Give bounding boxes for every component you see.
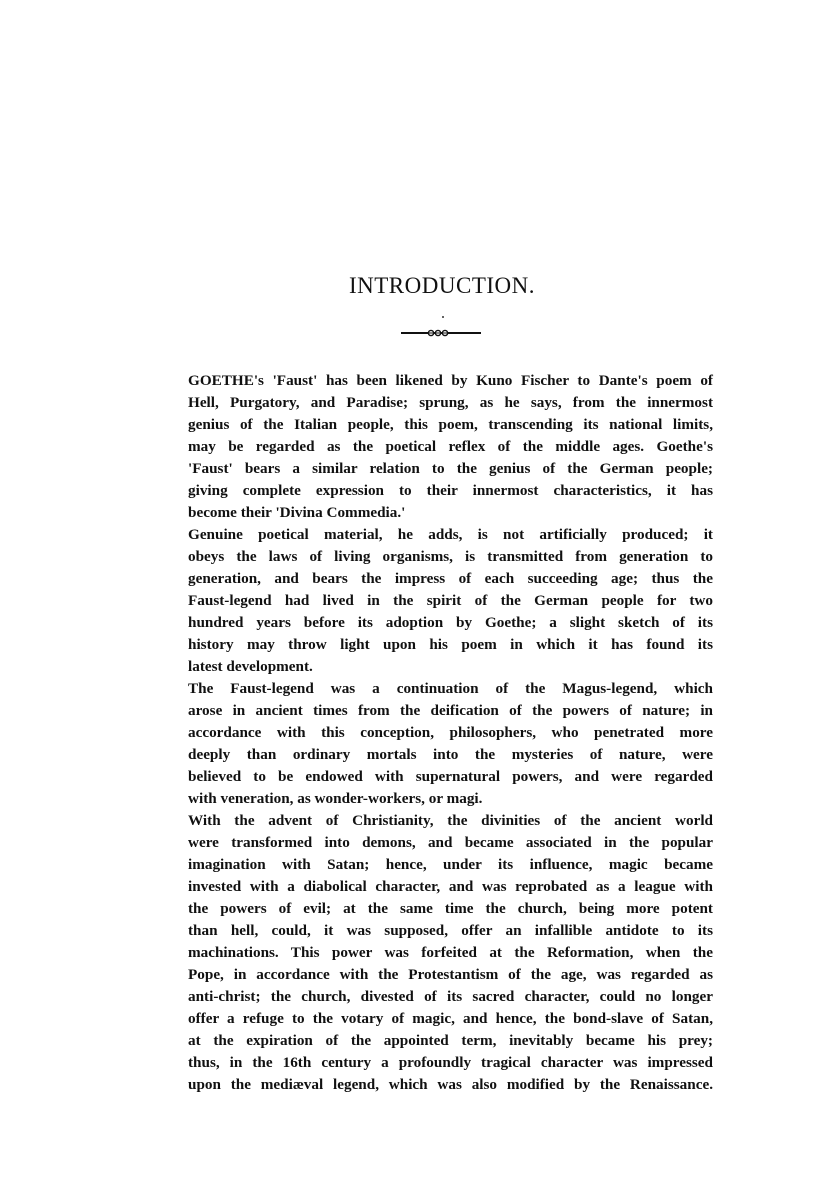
- text-line: than hell, could, it was supposed, offer an infallible antidote to its: [188, 922, 713, 939]
- text-line: accordance with this conception, philosophers, who penetrated more: [188, 724, 713, 741]
- text-line: thus, in the 16th century a profoundly tragical character was impressed: [188, 1054, 713, 1071]
- text-line: imagination with Satan; hence, under its influence, magic became: [188, 856, 713, 873]
- text-line: were transformed into demons, and became associated in the popular: [188, 834, 713, 851]
- ink-speck: [442, 316, 444, 318]
- text-line: Genuine poetical material, he adds, is not artificially produced; it: [188, 526, 713, 543]
- text-line: Hell, Purgatory, and Paradise; sprung, as he says, from the innermost: [188, 394, 713, 411]
- text-line: may be regarded as the poetical reflex of the middle ages. Goethe's: [188, 438, 713, 455]
- text-line: believed to be endowed with supernatural powers, and were regarded: [188, 768, 713, 785]
- text-line: with veneration, as wonder-workers, or magi.: [188, 790, 483, 807]
- text-line: upon the mediæval legend, which was also modified by the Renaissance.: [188, 1076, 713, 1093]
- body-text: [172, 370, 713, 1096]
- text-line: at the expiration of the appointed term, inevitably became his prey;: [188, 1032, 713, 1049]
- text-line: 'Faust' bears a similar relation to the genius of the German people;: [188, 460, 713, 477]
- text-line: offer a refuge to the votary of magic, and hence, the bond-slave of Satan,: [188, 1010, 713, 1027]
- text-line: Pope, in accordance with the Protestantism of the age, was regarded as: [188, 966, 713, 983]
- paragraph-2: [172, 524, 713, 678]
- text-line: Faust-legend had lived in the spirit of the German people for two: [188, 592, 713, 609]
- text-line: the powers of evil; at the same time the church, being more potent: [188, 900, 713, 917]
- text-line: The Faust-legend was a continuation of the Magus-legend, which: [188, 680, 713, 697]
- paragraph-3: [172, 678, 713, 810]
- text-line: arose in ancient times from the deification of the powers of nature; in: [188, 702, 713, 719]
- text-line: obeys the laws of living organisms, is transmitted from generation to: [188, 548, 713, 565]
- ornament-divider-icon: [401, 326, 481, 340]
- text-line: invested with a diabolical character, and was reprobated as a league with: [188, 878, 713, 895]
- text-line: become their 'Divina Commedia.': [188, 504, 406, 521]
- text-line: history may throw light upon his poem in which it has found its: [188, 636, 713, 653]
- text-line: deeply than ordinary mortals into the mysteries of nature, were: [188, 746, 713, 763]
- text-line: GOETHE's 'Faust' has been likened by Kuno Fischer to Dante's poem of: [188, 372, 713, 389]
- text-line: genius of the Italian people, this poem, transcending its national limits,: [188, 416, 713, 433]
- text-line: With the advent of Christianity, the divinities of the ancient world: [188, 812, 713, 829]
- text-line: latest development.: [188, 658, 313, 675]
- text-line: anti-christ; the church, divested of its sacred character, could no longer: [188, 988, 713, 1005]
- text-line: giving complete expression to their innermost characteristics, it has: [188, 482, 713, 499]
- page-title: INTRODUCTION.: [348, 273, 535, 298]
- text-line: machinations. This power was forfeited at the Reformation, when the: [188, 944, 713, 961]
- text-line: hundred years before its adoption by Goethe; a slight sketch of its: [188, 614, 713, 631]
- text-line: generation, and bears the impress of each succeeding age; thus the: [188, 570, 713, 587]
- paragraph-4: [172, 810, 713, 1096]
- paragraph-1: [172, 370, 713, 524]
